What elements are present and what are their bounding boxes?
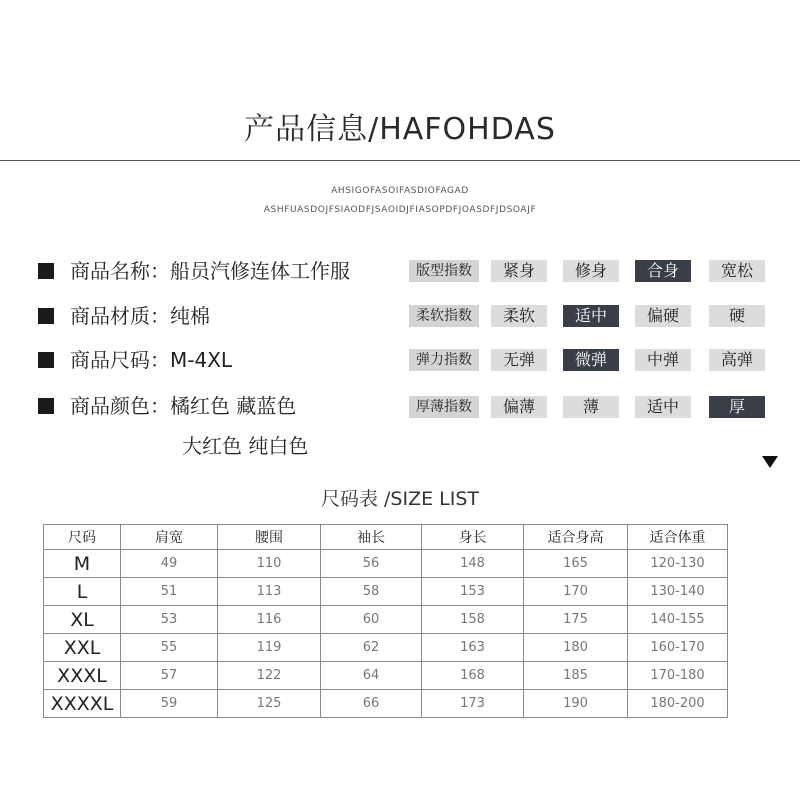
size-cell: XXXL	[44, 662, 121, 690]
table-row	[44, 578, 728, 606]
index-option: 偏薄	[491, 396, 547, 418]
index-option: 修身	[563, 260, 619, 282]
index-option: 微弹	[563, 349, 619, 371]
index-option: 厚	[709, 396, 765, 418]
triangle-down-icon	[762, 456, 778, 468]
table-cell: 55	[121, 634, 218, 662]
index-label: 弹力指数	[409, 349, 479, 371]
info-color-line-2: 大红色 纯白色	[182, 434, 309, 458]
size-table	[43, 524, 728, 718]
table-cell: 170-180	[628, 662, 728, 690]
size-cell: XXL	[44, 634, 121, 662]
table-cell: 165	[524, 550, 628, 578]
table-row	[44, 606, 728, 634]
header-divider	[0, 160, 800, 161]
table-cell: 168	[422, 662, 524, 690]
table-cell: 51	[121, 578, 218, 606]
index-option: 薄	[563, 396, 619, 418]
table-cell: 140-155	[628, 606, 728, 634]
size-cell: M	[44, 550, 121, 578]
table-row	[44, 662, 728, 690]
table-row	[44, 550, 728, 578]
info-color: 商品颜色：橘红色 藏蓝色	[70, 394, 297, 418]
table-cell: 173	[422, 690, 524, 718]
page-title: 产品信息/HAFOHDAS	[244, 112, 556, 147]
header-cell: 袖长	[321, 525, 422, 550]
index-option: 适中	[563, 305, 619, 327]
header-cell: 适合体重	[628, 525, 728, 550]
table-cell: 175	[524, 606, 628, 634]
table-cell: 153	[422, 578, 524, 606]
table-cell: 53	[121, 606, 218, 634]
table-cell: 122	[218, 662, 321, 690]
index-option: 适中	[635, 396, 691, 418]
index-label: 厚薄指数	[409, 396, 479, 418]
table-cell: 190	[524, 690, 628, 718]
table-cell: 113	[218, 578, 321, 606]
table-cell: 110	[218, 550, 321, 578]
table-row	[44, 634, 728, 662]
square-bullet-icon	[38, 308, 54, 324]
index-label: 柔软指数	[409, 305, 479, 327]
size-cell: XL	[44, 606, 121, 634]
table-cell: 64	[321, 662, 422, 690]
header-cell: 尺码	[44, 525, 121, 550]
square-bullet-icon	[38, 352, 54, 368]
size-cell: XXXXL	[44, 690, 121, 718]
index-option: 无弹	[491, 349, 547, 371]
table-cell: 66	[321, 690, 422, 718]
table-cell: 163	[422, 634, 524, 662]
table-cell: 180-200	[628, 690, 728, 718]
index-option: 高弹	[709, 349, 765, 371]
header-cell: 肩宽	[121, 525, 218, 550]
square-bullet-icon	[38, 398, 54, 414]
square-bullet-icon	[38, 263, 54, 279]
index-option: 紧身	[491, 260, 547, 282]
table-cell: 56	[321, 550, 422, 578]
size-table-title: 尺码表 /SIZE LIST	[320, 488, 480, 510]
table-cell: 160-170	[628, 634, 728, 662]
subtitle-line-1: AHSIGOFASOIFASDIOFAGAD	[331, 186, 469, 196]
index-option: 合身	[635, 260, 691, 282]
index-label: 版型指数	[409, 260, 479, 282]
table-row	[44, 690, 728, 718]
table-cell: 59	[121, 690, 218, 718]
table-cell: 62	[321, 634, 422, 662]
table-cell: 116	[218, 606, 321, 634]
table-cell: 60	[321, 606, 422, 634]
info-size: 商品尺码：M-4XL	[70, 348, 233, 372]
header-cell: 适合身高	[524, 525, 628, 550]
table-cell: 58	[321, 578, 422, 606]
table-cell: 120-130	[628, 550, 728, 578]
index-option: 偏硬	[635, 305, 691, 327]
table-cell: 119	[218, 634, 321, 662]
size-cell: L	[44, 578, 121, 606]
subtitle-line-2: ASHFUASDOJFSIAODFJSAOIDJFIASOPDFJOASDFJDSOAJF	[263, 205, 537, 215]
table-cell: 148	[422, 550, 524, 578]
table-cell: 57	[121, 662, 218, 690]
table-cell: 185	[524, 662, 628, 690]
info-name: 商品名称：船员汽修连体工作服	[70, 259, 350, 283]
index-option: 中弹	[635, 349, 691, 371]
size-table-header-row	[44, 525, 728, 550]
header-cell: 身长	[422, 525, 524, 550]
info-material: 商品材质：纯棉	[70, 304, 210, 328]
header-cell: 腰围	[218, 525, 321, 550]
table-cell: 170	[524, 578, 628, 606]
table-cell: 49	[121, 550, 218, 578]
index-option: 柔软	[491, 305, 547, 327]
table-cell: 180	[524, 634, 628, 662]
table-cell: 158	[422, 606, 524, 634]
table-cell: 125	[218, 690, 321, 718]
table-cell: 130-140	[628, 578, 728, 606]
index-option: 宽松	[709, 260, 765, 282]
index-option: 硬	[709, 305, 765, 327]
